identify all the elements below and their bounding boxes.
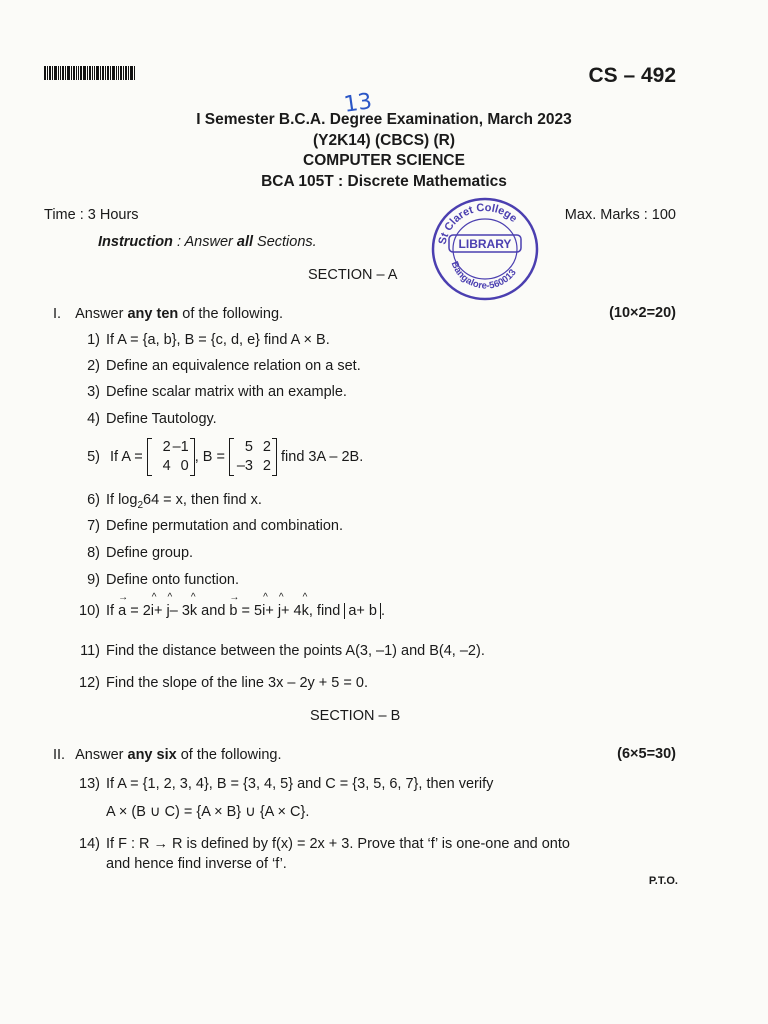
question-text: If F : R → R is defined by f(x) = 2x + 3. Prove that ‘f’ is one-one and onto	[106, 836, 570, 852]
magnitude-expression: a+ b	[344, 603, 381, 619]
time-label: Time : 3 Hours	[44, 207, 139, 223]
question-text: Find the slope of the line 3x – 2y + 5 = 0.	[106, 675, 368, 691]
section-b-title: SECTION – B	[310, 708, 401, 724]
unit-j: ^ j	[167, 603, 170, 619]
question-number: 2)	[87, 358, 100, 374]
question-14	[76, 836, 570, 852]
question-number: 11)	[80, 643, 100, 659]
question-number: 14)	[79, 836, 100, 852]
stamp-top-text: St Claret College	[436, 201, 520, 246]
question-number: 3)	[87, 384, 100, 400]
exam-title: I Semester B.C.A. Degree Examination, March 2023	[196, 111, 572, 128]
question-number: 6)	[87, 492, 100, 508]
scheme-line: (Y2K14) (CBCS) (R)	[312, 132, 456, 149]
question-text: If A = {1, 2, 3, 4}, B = {3, 4, 5} and C = {3, 5, 6, 7}, then verify	[106, 776, 494, 792]
question-7	[76, 518, 343, 534]
unit-i: ^ i	[151, 603, 154, 619]
stamp-center-text: LIBRARY	[458, 237, 512, 251]
section-a-marks: (10×2=20)	[609, 305, 676, 321]
question-2	[76, 358, 361, 374]
question-10	[76, 603, 385, 619]
question-number: 8)	[87, 545, 100, 561]
instruction-label: Instruction	[98, 234, 173, 250]
instruction	[98, 233, 317, 251]
unit-i: ^ i	[262, 603, 265, 619]
vector-a: → a	[118, 603, 126, 619]
subject-line: COMPUTER SCIENCE	[303, 152, 465, 169]
q5-pre: If A =	[110, 448, 143, 465]
unit-k: ^ k	[302, 603, 309, 619]
question-text: Define Tautology.	[106, 411, 217, 427]
q10-text: = 5	[237, 603, 263, 619]
question-11	[76, 643, 485, 659]
question-12	[76, 675, 368, 691]
question-14-line2: and hence find inverse of ‘f’.	[106, 856, 287, 872]
question-8	[76, 545, 193, 561]
q10-text: = 2	[126, 603, 151, 619]
section-a-number: I.	[53, 306, 62, 322]
question-13-line2: A × (B ∪ C) = {A × B} ∪ {A × C}.	[106, 804, 310, 820]
section-a-title: SECTION – A	[308, 267, 398, 283]
question-number: 1)	[87, 332, 100, 348]
instruction-sep: :	[172, 234, 185, 250]
q6-sub: 2	[137, 499, 143, 511]
matrix-b: 5 2 –3 2	[229, 438, 277, 476]
question-4	[76, 411, 217, 427]
question-number: 7)	[87, 518, 100, 534]
instruction-pre: Answer	[184, 234, 237, 250]
question-text: Define scalar matrix with an example.	[106, 384, 347, 400]
question-text: Define onto function.	[106, 572, 240, 588]
q6-pre: If log	[106, 492, 138, 508]
paper-code: CS – 492	[588, 64, 676, 87]
library-stamp	[429, 195, 541, 303]
q6-post: 64 = x, then find x.	[143, 492, 262, 508]
question-13	[76, 776, 493, 792]
q10-text: + 4	[281, 603, 302, 619]
section-b-instruction	[53, 746, 281, 764]
q10-text: +	[154, 603, 167, 619]
question-text: If A = {a, b}, B = {c, d, e} find A × B.	[106, 332, 330, 348]
question-number: 4)	[87, 411, 100, 427]
question-number: 9)	[87, 572, 100, 588]
question-number: 12)	[79, 675, 100, 691]
unit-j: ^ j	[278, 603, 281, 619]
q5-post: find 3A – 2B.	[281, 448, 364, 465]
vector-b: → b	[229, 603, 237, 619]
q10-text: – 3	[169, 603, 190, 619]
question-text: Find the distance between the points A(3, –1) and B(4, –2).	[106, 643, 485, 659]
question-9	[76, 572, 239, 588]
q10-text: If	[106, 603, 119, 619]
section-a-instr-post: of the following.	[178, 306, 284, 322]
q10-text: +	[265, 603, 278, 619]
section-b-instr-bold: any six	[127, 747, 177, 763]
section-b-instr-post: of the following.	[176, 747, 282, 763]
question-3	[76, 384, 347, 400]
question-number: 5)	[87, 448, 100, 465]
question-6	[76, 492, 262, 511]
instruction-bold: all	[236, 234, 253, 250]
q5-mid: , B =	[194, 448, 225, 465]
matrix-a: 2 –1 4 0	[147, 438, 195, 476]
question-5	[76, 438, 363, 476]
question-text: Define group.	[106, 545, 194, 561]
section-b-instr-pre: Answer	[75, 747, 128, 763]
barcode	[44, 66, 146, 80]
paper-title: BCA 105T : Discrete Mathematics	[261, 173, 507, 190]
section-a-instr-bold: any ten	[127, 306, 179, 322]
question-number: 10)	[79, 603, 100, 619]
question-number: 13)	[79, 776, 100, 792]
section-b-number: II.	[53, 747, 66, 763]
section-b-marks: (6×5=30)	[617, 746, 676, 762]
q10-text: , find	[308, 603, 345, 619]
section-a-instr-pre: Answer	[75, 306, 128, 322]
q10-text: and	[197, 603, 230, 619]
stamp-bottom-text: Bangalore-560013	[448, 259, 519, 292]
question-text: Define an equivalence relation on a set.	[106, 358, 361, 374]
pto-label: P.T.O.	[648, 875, 678, 887]
section-a-instruction	[53, 305, 283, 323]
q10-text: .	[380, 603, 385, 619]
question-1	[76, 332, 330, 348]
handwritten-note: 13	[342, 89, 374, 118]
unit-k: ^ k	[190, 603, 197, 619]
max-marks-label: Max. Marks : 100	[564, 207, 676, 223]
instruction-post: Sections.	[253, 234, 317, 250]
question-text: Define permutation and combination.	[106, 518, 343, 534]
